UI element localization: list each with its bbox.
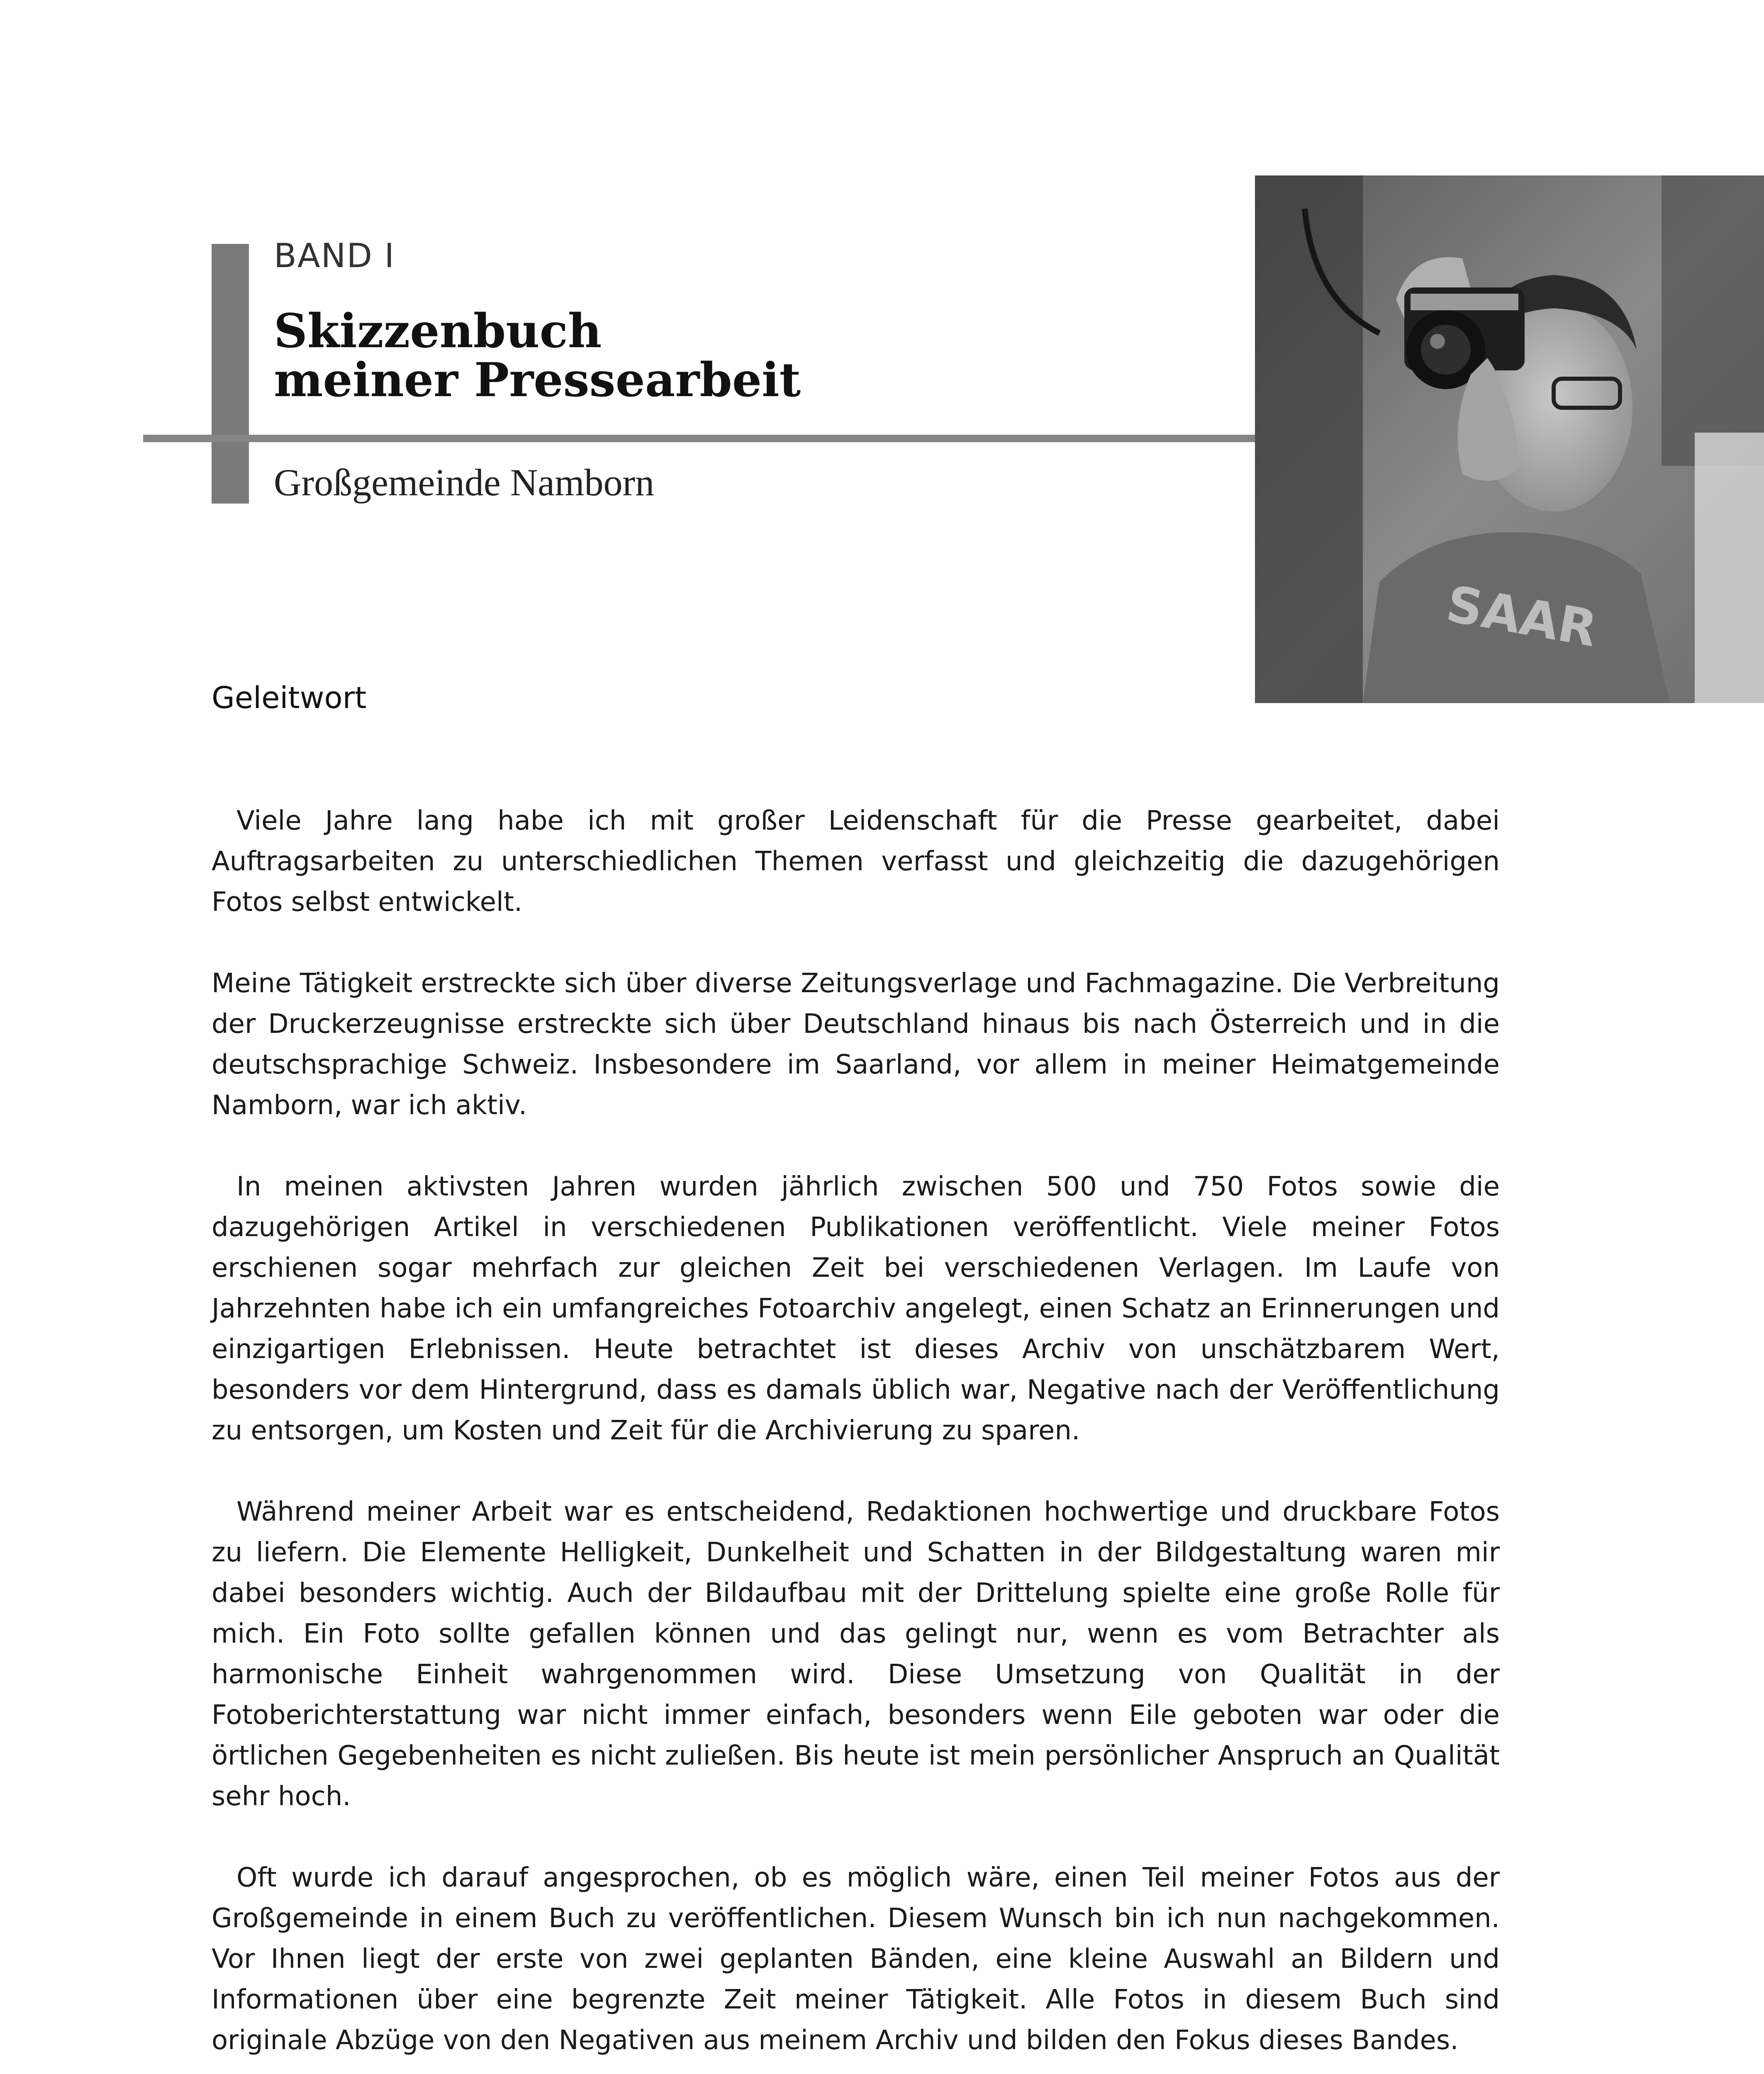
title-line-2: meiner Pressearbeit — [274, 353, 801, 407]
shirt-print: SAAR — [1442, 575, 1601, 659]
paragraph: Oft wurde ich darauf angesprochen, ob es möglich wäre, einen Teil meiner Fotos aus der Großgemeinde in einem Buch zu veröffentlichen. Diesem Wunsch bin ich nun nachgekommen. Vor Ihnen liegt der erste von zwei geplanten Bänden, eine kleine Auswahl an Bildern und Informationen über eine begrenzte Zeit meiner Tätigkeit. Alle Fotos in diesem Buch sind originale Abzüge von den Negativen aus meinem Archiv und bilden den Fokus dieses Bandes. — [212, 1862, 1500, 2056]
foreword-body — [212, 801, 1500, 2074]
paragraph: In meinen aktivsten Jahren wurden jährlich zwischen 500 und 750 Fotos sowie die dazugehörigen Artikel in verschiedenen Publikationen veröffentlicht. Viele meiner Fotos erschienen sogar mehrfach zur gleichen Zeit bei verschiedenen Verlagen. Im Laufe von Jahrzehnten habe ich ein umfangreiches Fotoarchiv angelegt, einen Schatz an Erinnerungen und einzigartigen Erlebnissen. Heute betrachtet ist dieses Archiv von unschätzbarem Wert, besonders vor dem Hintergrund, dass es damals üblich war, Negative nach der Veröffentlichung zu entsorgen, um Kosten und Zeit für die Archivierung zu sparen. — [212, 1171, 1500, 1446]
band-accent-bar — [212, 244, 249, 504]
paragraph: Während meiner Arbeit war es entscheidend, Redaktionen hochwertige und druckbare Fotos zu liefern. Die Elemente Helligkeit, Dunkelheit und Schatten in der Bildgestaltung waren mir dabei besonders wichtig. Auch der Bildaufbau mit der Drittelung spielte eine große Rolle für mich. Ein Foto sollte gefallen können und das gelingt nur, wenn es vom Betrachter als harmonische Einheit wahrgenommen wird. Diese Umsetzung von Qualität in der Fotoberichterstattung war nicht immer einfach, besonders wenn Eile geboten war oder die örtlichen Gegebenheiten es nicht zuließen. Bis heute ist mein persönlicher Anspruch an Qualität sehr hoch. — [212, 1497, 1500, 1812]
header-rule — [143, 435, 1259, 442]
author-portrait-photo — [1255, 175, 1764, 703]
portrait-photo-icon — [1255, 175, 1764, 703]
band-label: BAND I — [274, 236, 395, 275]
title-line-1: Skizzenbuch — [274, 304, 602, 358]
paragraph: Viele Jahre lang habe ich mit großer Leidenschaft für die Presse gearbeitet, dabei Auftragsarbeiten zu unterschiedlichen Themen verfasst und gleichzeitig die dazugehörigen Fotos selbst entwickelt. — [212, 806, 1500, 918]
page-subtitle: Großgemeinde Namborn — [274, 461, 655, 504]
section-heading: Geleitwort — [212, 680, 367, 715]
paragraph: Meine Tätigkeit erstreckte sich über diverse Zeitungsverlage und Fachmagazine. Die Verbreitung der Druckerzeugnisse erstreckte sich über Deutschland hinaus bis nach Österreich und in die deutschsprachige Schweiz. Insbesondere im Saarland, vor allem in meiner Heimatgemeinde Namborn, war ich aktiv. — [212, 968, 1500, 1121]
page-title — [274, 304, 1228, 407]
